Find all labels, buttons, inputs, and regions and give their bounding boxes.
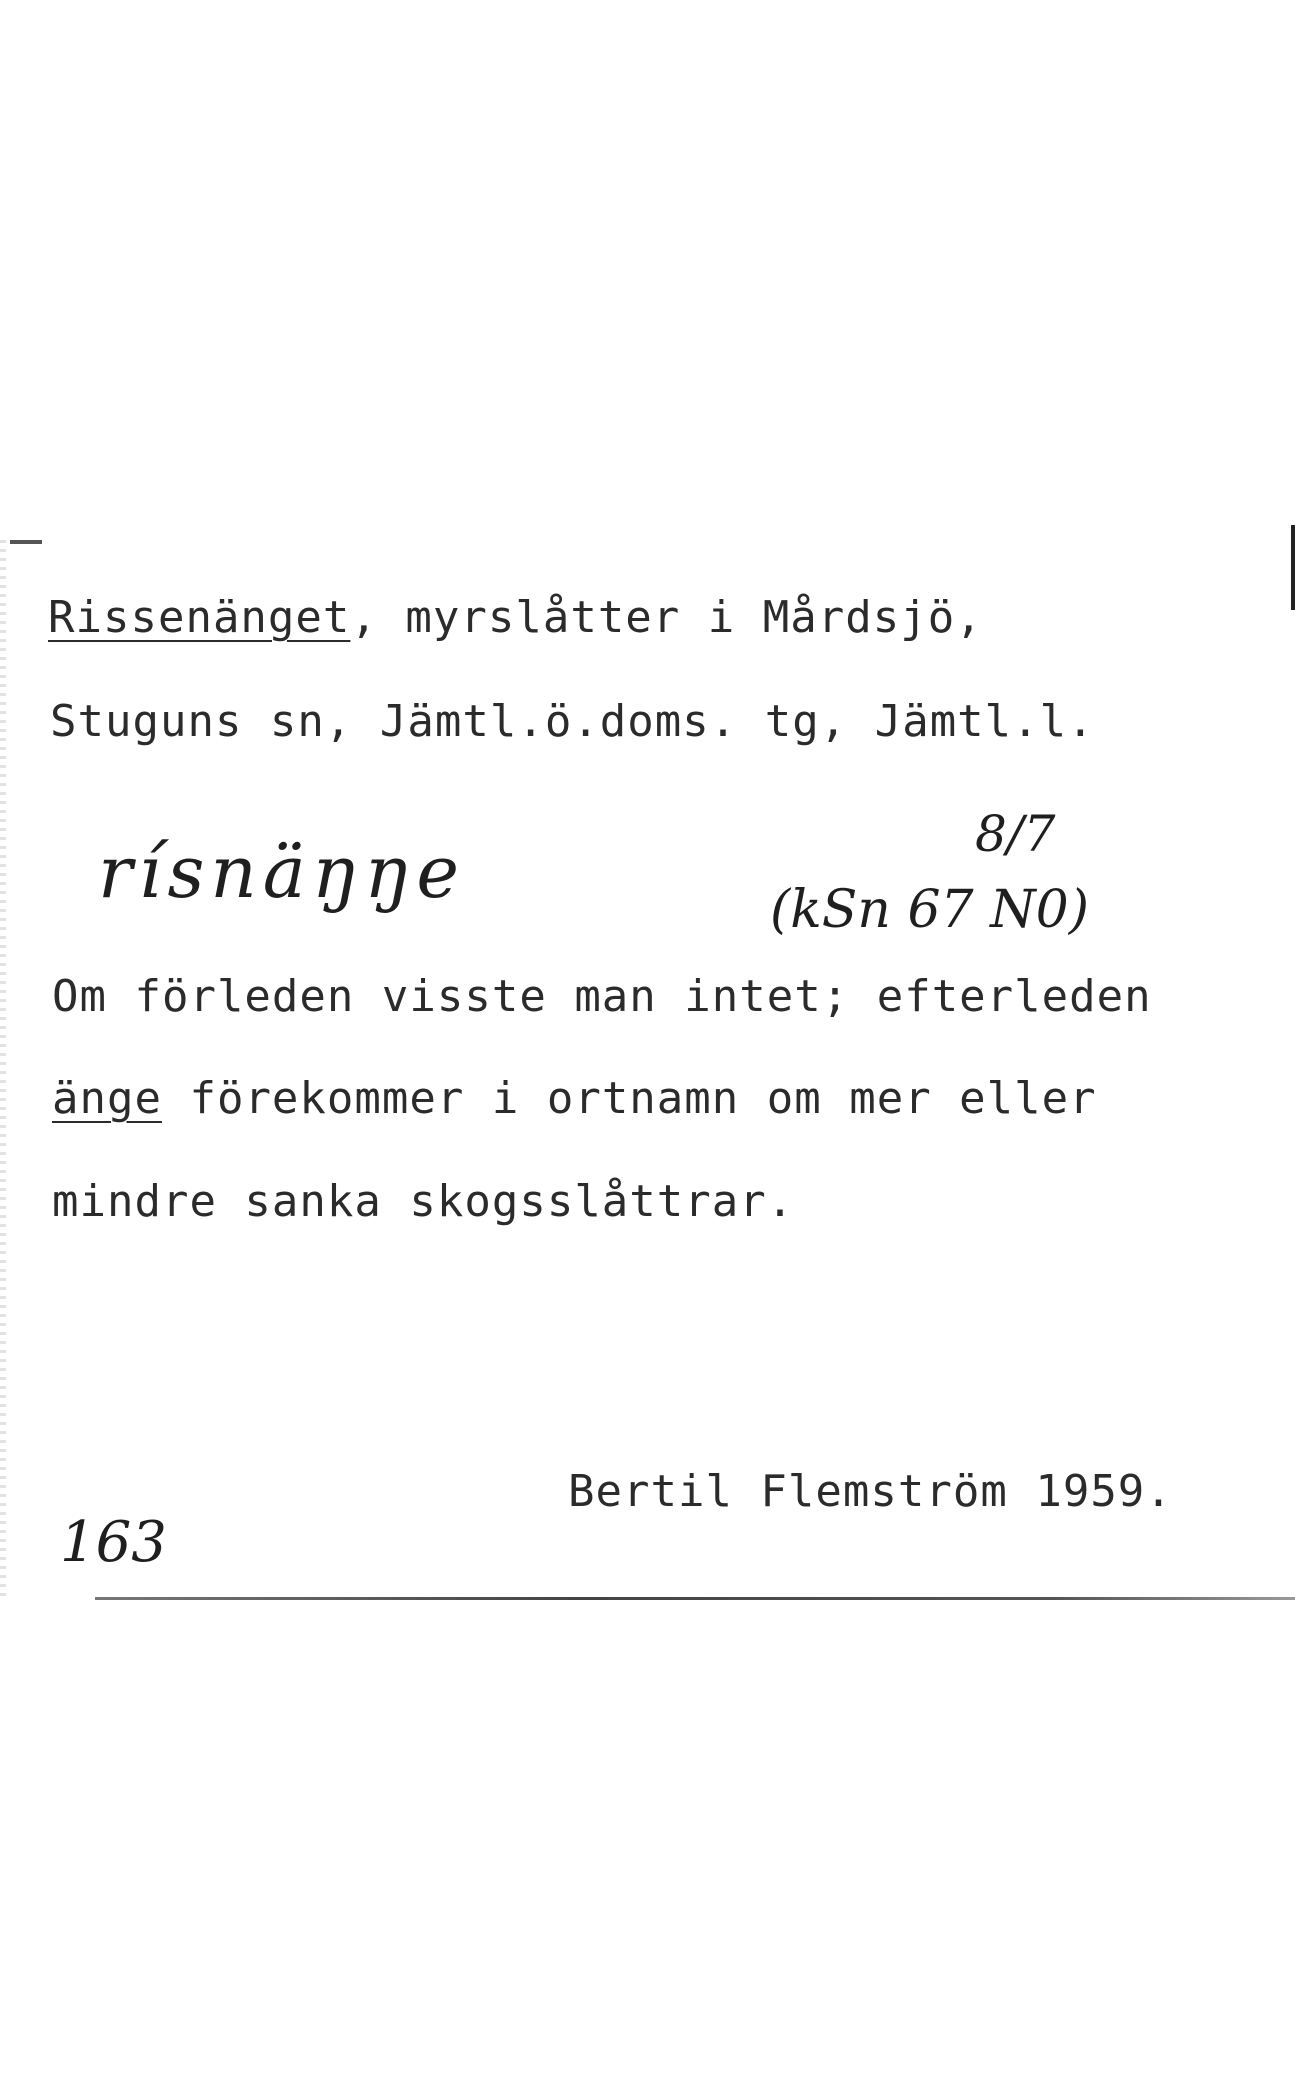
suffix-word: änge (52, 1073, 162, 1124)
entry-line-2: Stuguns sn, Jämtl.ö.doms. tg, Jämtl.l. (50, 696, 1095, 747)
suffix-description: förekommer i ortnamn om mer eller (161, 1073, 1097, 1124)
card-right-edge (1291, 525, 1295, 610)
entry-line-1 (48, 592, 983, 643)
signature: Bertil Flemström 1959. (568, 1466, 1173, 1517)
card-left-edge (0, 540, 6, 1600)
bottom-rule (95, 1597, 1295, 1600)
entry-line-5 (52, 1073, 1097, 1124)
entry-line-4: Om förleden visste man intet; efterleden (52, 971, 1152, 1022)
handwritten-reference: (kSn 67 N0) (770, 880, 1090, 940)
handwritten-pronunciation: rísnäŋŋe (98, 830, 466, 914)
handwritten-number: 8/7 (975, 805, 1056, 863)
handwritten-card-number: 163 (60, 1510, 167, 1575)
headword-description: , myrslåtter i Mårdsjö, (350, 592, 983, 643)
corner-mark (10, 540, 42, 544)
entry-line-6: mindre sanka skogsslåttrar. (52, 1176, 795, 1227)
headword: Rissenänget (48, 592, 351, 643)
